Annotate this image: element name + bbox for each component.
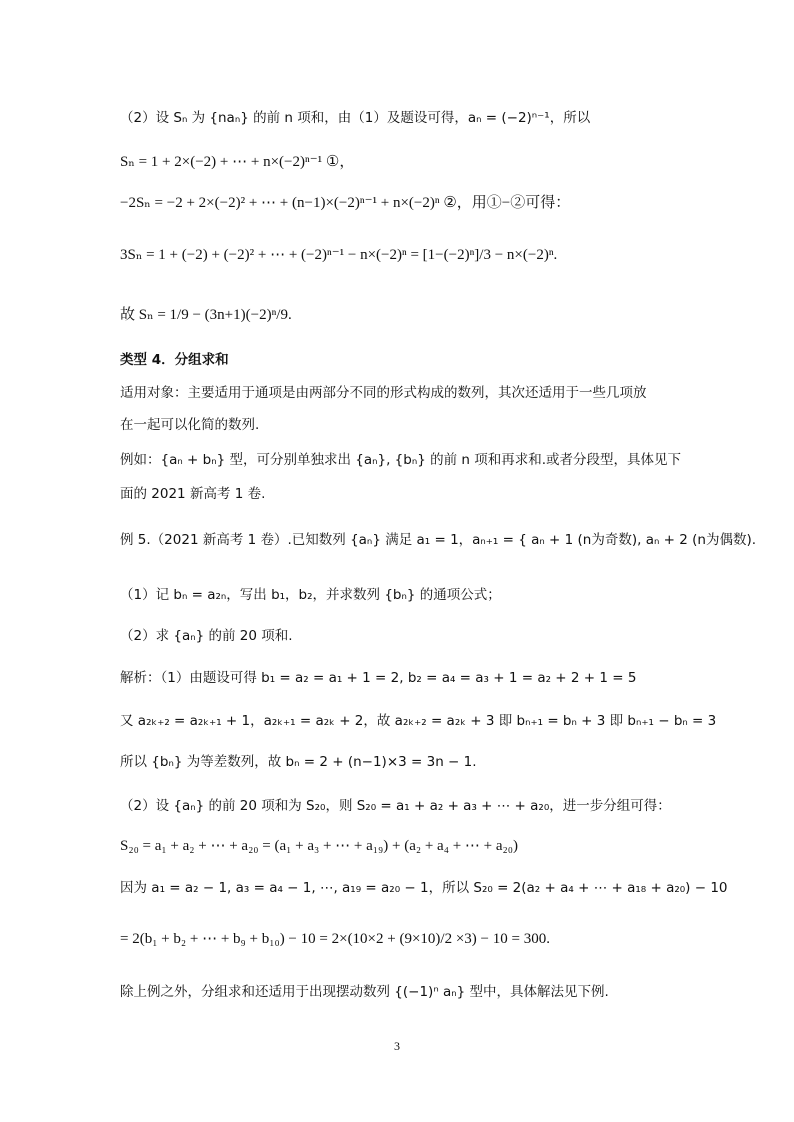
- example-5-part-2: （2）求 {aₙ} 的前 20 项和.: [120, 628, 293, 644]
- equation-3: 3Sₙ = 1 + (−2) + (−2)² + ⋯ + (−2)ⁿ⁻¹ − n×(−2)ⁿ = [1−(−2)ⁿ]/3 − n×(−2)ⁿ.: [120, 247, 558, 263]
- text-line-1: （2）设 Sₙ 为 {naₙ} 的前 n 项和，由（1）及题设可得，aₙ = (−2)ⁿ⁻¹，所以: [120, 110, 591, 126]
- equation-1: Sₙ = 1 + 2×(−2) + ⋯ + n×(−2)ⁿ⁻¹ ①，: [120, 154, 355, 170]
- solution-line-5: S₂₀ = a₁ + a₂ + ⋯ + a₂₀ = (a₁ + a₃ + ⋯ + a₁₉) + (a₂ + a₄ + ⋯ + a₂₀): [120, 838, 518, 854]
- text-applicability-2: 在一起可以化简的数列.: [120, 417, 260, 433]
- closing-note: 除上例之外，分组求和还适用于出现摆动数列 {(−1)ⁿ aₙ} 型中，具体解法见下例.: [120, 984, 609, 1000]
- text-example-2: 面的 2021 新高考 1 卷.: [120, 486, 266, 502]
- solution-line-1: 解析：（1）由题设可得 b₁ = a₂ = a₁ + 1 = 2, b₂ = a₄ = a₃ + 1 = a₂ + 2 + 1 = 5: [120, 670, 637, 686]
- solution-line-3: 所以 {bₙ} 为等差数列，故 bₙ = 2 + (n−1)×3 = 3n − 1.: [120, 754, 477, 770]
- page-number: 3: [394, 1039, 400, 1053]
- solution-line-6: 因为 a₁ = a₂ − 1, a₃ = a₄ − 1, ⋯, a₁₉ = a₂₀ − 1，所以 S₂₀ = 2(a₂ + a₄ + ⋯ + a₁₈ + a₂₀) − 10: [120, 880, 728, 896]
- solution-line-2: 又 a₂ₖ₊₂ = a₂ₖ₊₁ + 1，a₂ₖ₊₁ = a₂ₖ + 2，故 a₂ₖ₊₂ = a₂ₖ + 3 即 bₙ₊₁ = bₙ + 3 即 bₙ₊₁ − bₙ = 3: [120, 713, 717, 729]
- example-5-part-1: （1）记 bₙ = a₂ₙ，写出 b₁，b₂，并求数列 {bₙ} 的通项公式；: [120, 587, 501, 603]
- example-5-statement: 例 5.（2021 新高考 1 卷）.已知数列 {aₙ} 满足 a₁ = 1，aₙ₊₁ = { aₙ + 1 (n为奇数), aₙ + 2 (n为偶数).: [120, 532, 757, 548]
- solution-line-7: = 2(b₁ + b₂ + ⋯ + b₉ + b₁₀) − 10 = 2×(10×2 + (9×10)/2 ×3) − 10 = 300.: [120, 931, 550, 947]
- text-example-1: 例如：{aₙ + bₙ} 型，可分别单独求出 {aₙ}, {bₙ} 的前 n 项和再求和.或者分段型，具体见下: [120, 452, 682, 468]
- text-applicability-1: 适用对象：主要适用于通项是由两部分不同的形式构成的数列，其次还适用于一些几项放: [120, 385, 647, 401]
- equation-result: 故 Sₙ = 1/9 − (3n+1)(−2)ⁿ/9.: [120, 307, 292, 323]
- solution-line-4: （2）设 {aₙ} 的前 20 项和为 S₂₀，则 S₂₀ = a₁ + a₂ + a₃ + ⋯ + a₂₀，进一步分组可得：: [120, 798, 671, 814]
- section-heading: 类型 4．分组求和: [120, 352, 229, 368]
- equation-2: −2Sₙ = −2 + 2×(−2)² + ⋯ + (n−1)×(−2)ⁿ⁻¹ + n×(−2)ⁿ ②，用①−②可得：: [120, 195, 571, 211]
